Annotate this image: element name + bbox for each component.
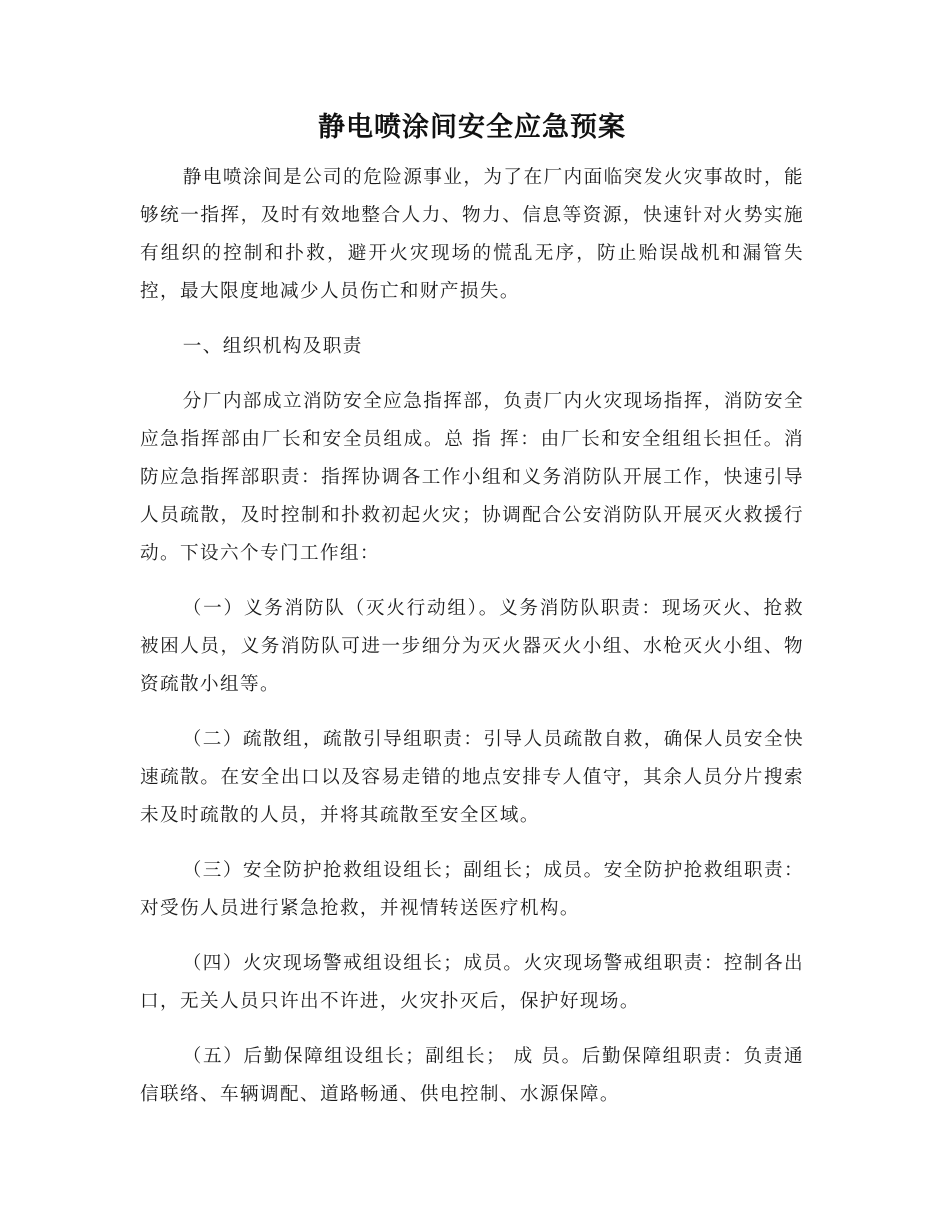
group-3-paragraph: （三）安全防护抢救组设组长；副组长；成员。安全防护抢救组职责：对受伤人员进行紧急抢救，并视情转送医疗机构。 xyxy=(140,860,804,919)
group-5-paragraph: （五）后勤保障组设组长；副组长； 成 员。后勤保障组职责：负责通信联络、车辆调配、道路畅通、供电控制、水源保障。 xyxy=(140,1046,804,1105)
intro-paragraph: 静电喷涂间是公司的危险源事业，为了在厂内面临突发火灾事故时，能够统一指挥，及时有效地整合人力、物力、信息等资源，快速针对火势实施有组织的控制和扑救，避开火灾现场的慌乱无序，防止贻误战机和漏管失控，最大限度地减少人员伤亡和财产损失。 xyxy=(140,167,804,302)
document-title: 静电喷涂间安全应急预案 xyxy=(318,112,626,143)
document-page xyxy=(140,108,804,1114)
organization-paragraph: 分厂内部成立消防安全应急指挥部，负责厂内火灾现场指挥，消防安全应急指挥部由厂长和安全员组成。总 指 挥：由厂长和安全组组长担任。消防应急指挥部职责：指挥协调各工作小组和义务消防队开展工作，快速引导人员疏散，及时控制和扑救初起火灾；协调配合公安消防队开展灭火救援行动。下设六个专门工作组： xyxy=(140,391,804,564)
group-4-paragraph: （四）火灾现场警戒组设组长；成员。火灾现场警戒组职责：控制各出口，无关人员只许出不许进，火灾扑灭后，保护好现场。 xyxy=(140,953,804,1012)
section-heading: 一、组织机构及职责 xyxy=(182,336,363,357)
group-1-paragraph: （一）义务消防队（灭火行动组）。义务消防队职责：现场灭火、抢救被困人员，义务消防队可进一步细分为灭火器灭火小组、水枪灭火小组、物资疏散小组等。 xyxy=(140,598,804,695)
group-2-paragraph: （二）疏散组，疏散引导组职责：引导人员疏散自救，确保人员安全快速疏散。在安全出口以及容易走错的地点安排专人值守，其余人员分片搜索未及时疏散的人员，并将其疏散至安全区域。 xyxy=(140,729,804,826)
